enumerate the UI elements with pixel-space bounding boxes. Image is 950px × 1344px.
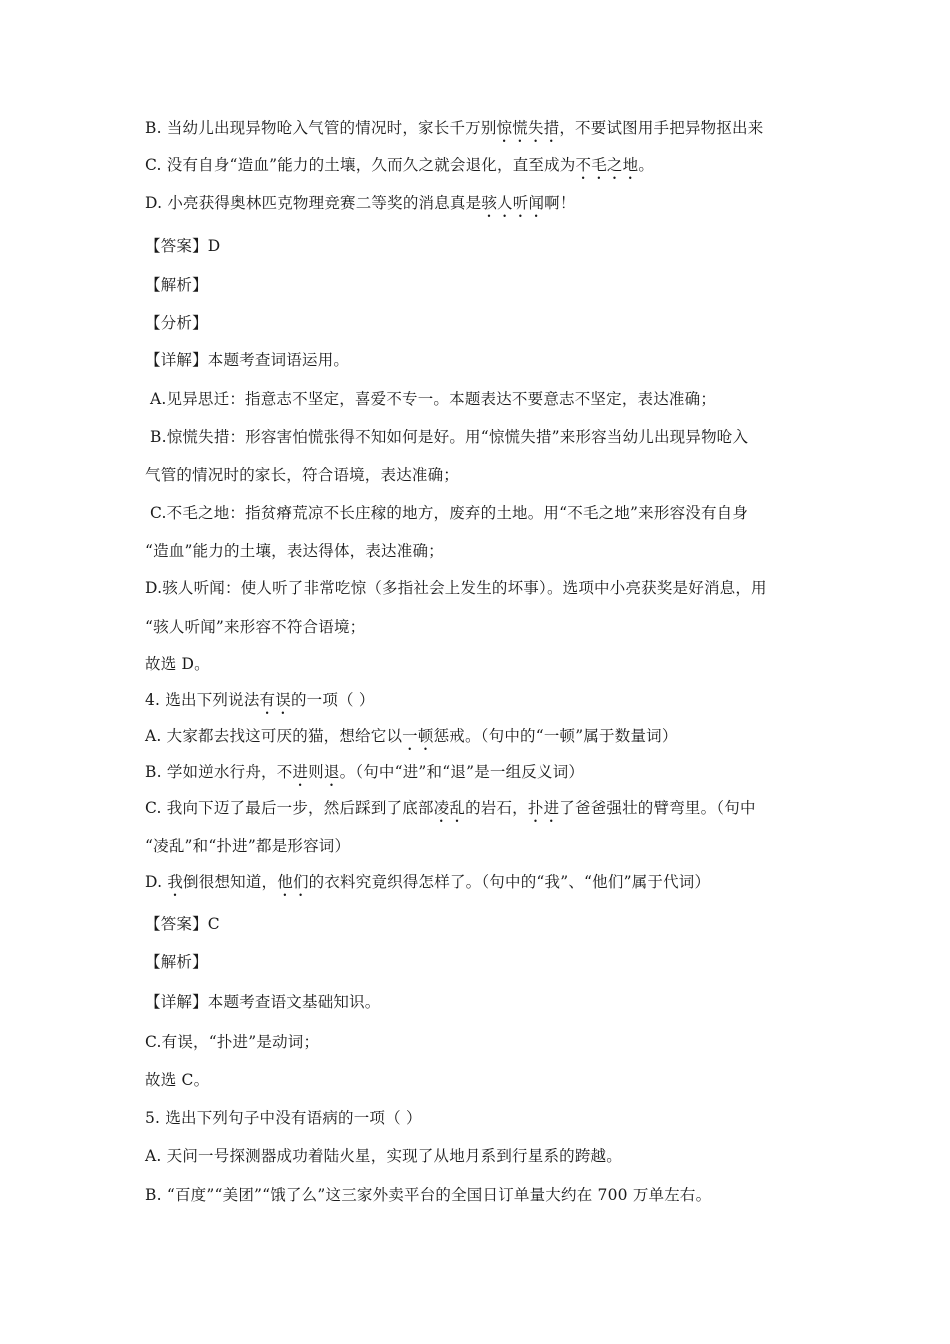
text-line-q4-jiexi — [145, 952, 825, 972]
text-span: D. 小亮获得奥林匹克物理竞赛二等奖的消息真是 — [145, 194, 482, 212]
text-span: 惩戒。（句中的“一顿”属于数量词） — [433, 727, 678, 745]
emphasized-text: 进 — [292, 763, 309, 781]
text-span: 故选 C。 — [145, 1071, 210, 1089]
text-span: ，不要试图用手把异物抠出来 — [559, 119, 764, 137]
text-span: 【答案】C — [145, 915, 220, 933]
text-span: 【解析】 — [145, 276, 208, 294]
text-span: 【解析】 — [145, 953, 208, 971]
emphasized-text: 凌乱 — [433, 799, 466, 817]
text-span: 【详解】本题考查词语运用。 — [145, 351, 350, 369]
text-span: B. “百度”“美团”“饿了么”这三家外卖平台的全国日订单量大约在 700 万单左右。 — [145, 1186, 712, 1204]
text-span: 。 — [638, 156, 655, 174]
text-line-q4-conclusion — [145, 1070, 825, 1090]
text-span: A. 大家都去找这可厌的猫，想给它以 — [145, 727, 403, 745]
text-line-q5-b — [145, 1185, 825, 1205]
text-line-q4-xiangjie — [145, 992, 825, 1012]
emphasized-text: 一顿 — [402, 727, 434, 745]
text-line-q3-xiangjie — [145, 350, 825, 370]
text-span: “骇人听闻”来形容不符合语境； — [145, 618, 366, 636]
text-span: 5. 选出下列句子中没有语病的一项（ ） — [145, 1109, 422, 1127]
emphasized-text: 惊慌失措 — [496, 119, 560, 137]
text-line-q4-c2 — [145, 836, 825, 856]
text-span: A.见异思迁：指意志不坚定，喜爱不专一。本题表达不要意志不坚定，表达准确； — [150, 390, 717, 408]
text-span: 4. 选出下列说法 — [145, 691, 260, 709]
text-line-q3-b — [145, 118, 825, 146]
text-line-q3-fenxi — [145, 313, 825, 333]
text-span: 了爸爸强壮的臂弯里。（句中 — [559, 799, 756, 817]
text-line-q3-jiexi — [145, 275, 825, 295]
text-line-q3-exp-c2 — [145, 541, 825, 561]
text-span: 【答案】D — [145, 237, 221, 255]
text-line-q4-b — [145, 762, 825, 790]
text-line-q3-answer — [145, 236, 825, 256]
text-span: 的一项（ ） — [290, 691, 375, 709]
text-line-q4-exp-c — [145, 1032, 825, 1052]
text-line-q3-exp-d2 — [145, 617, 825, 637]
text-span: C.不毛之地：指贫瘠荒凉不长庄稼的地方，废弃的土地。用“不毛之地”来形容没有自身 — [150, 504, 749, 522]
text-line-q5-stem — [145, 1108, 825, 1128]
text-span: 【详解】本题考查语文基础知识。 — [145, 993, 381, 1011]
text-line-q4-stem — [145, 690, 825, 718]
text-span: C. 没有自身“造血”能力的土壤，久而久之就会退化，直至成为 — [145, 156, 576, 174]
emphasized-text: 有误 — [259, 691, 291, 709]
text-line-q4-answer — [145, 914, 825, 934]
text-line-q3-exp-b1 — [150, 427, 830, 447]
text-span: C.有误，“扑进”是动词； — [145, 1033, 320, 1051]
text-span: 倒很想知道， — [183, 873, 278, 891]
text-span: 【分析】 — [145, 314, 208, 332]
emphasized-text: 不毛之地 — [575, 156, 639, 174]
text-line-q4-d — [145, 872, 825, 900]
text-span: B. 学如逆水行舟，不 — [145, 763, 293, 781]
text-span: 故选 D。 — [145, 655, 210, 673]
text-line-q3-exp-a — [150, 389, 830, 409]
text-line-q3-d — [145, 193, 825, 221]
text-line-q4-c1 — [145, 798, 825, 826]
text-span: 的岩石， — [465, 799, 528, 817]
text-span: 。（句中“进”和“退”是一组反义词） — [339, 763, 585, 781]
text-span: 的衣料究竟织得怎样了。（句中的“我”、“他们”属于代词） — [308, 873, 711, 891]
text-line-q5-a — [145, 1146, 825, 1166]
emphasized-text: 我 — [167, 873, 184, 891]
text-span: B.惊慌失措：形容害怕慌张得不知如何是好。用“惊慌失措”来形容当幼儿出现异物呛入 — [150, 428, 749, 446]
text-span: 则 — [308, 763, 324, 781]
emphasized-text: 骇人听闻 — [481, 194, 545, 212]
emphasized-text: 扑进 — [527, 799, 560, 817]
text-span: A. 天问一号探测器成功着陆火星，实现了从地月系到行星系的跨越。 — [145, 1147, 622, 1165]
text-span: 气管的情况时的家长，符合语境，表达准确； — [145, 466, 460, 484]
text-span: 啊！ — [544, 194, 576, 212]
text-line-q3-exp-d1 — [145, 578, 825, 598]
text-span: “造血”能力的土壤，表达得体，表达准确； — [145, 542, 444, 560]
text-line-q3-c — [145, 155, 825, 183]
text-line-q3-exp-b2 — [145, 465, 825, 485]
text-span: “凌乱”和“扑进”都是形容词） — [145, 837, 351, 855]
emphasized-text: 退 — [323, 763, 340, 781]
emphasized-text: 他们 — [277, 873, 309, 891]
text-span: D.骇人听闻：使人听了非常吃惊（多指社会上发生的坏事）。选项中小亮获奖是好消息，用 — [145, 579, 767, 597]
text-span: C. 我向下迈了最后一步，然后踩到了底部 — [145, 799, 434, 817]
text-line-q4-a — [145, 726, 825, 754]
text-span: D. — [145, 873, 168, 891]
text-line-q3-conclusion — [145, 654, 825, 674]
text-span: B. 当幼儿出现异物呛入气管的情况时，家长千万别 — [145, 119, 497, 137]
text-line-q3-exp-c1 — [150, 503, 830, 523]
